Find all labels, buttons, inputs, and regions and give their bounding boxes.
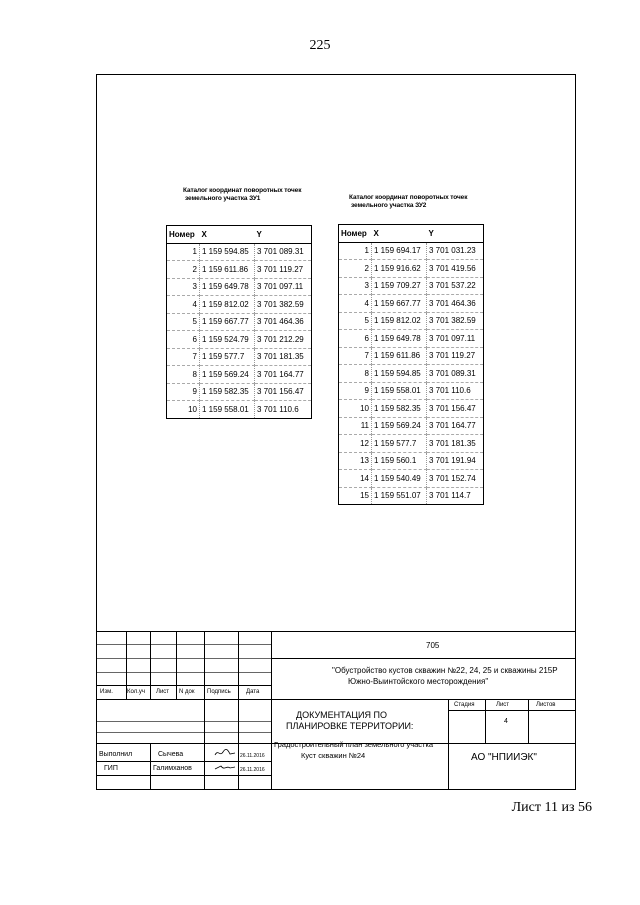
stage-label: Стадия [454, 702, 475, 708]
table-row [167, 296, 312, 314]
catalog1-title-line2: земельного участка ЗУ1 [185, 195, 261, 202]
table-row [339, 400, 484, 418]
table-cell: 3 701 097.11 [427, 330, 484, 348]
col-kol: Кол.уч [127, 689, 145, 695]
column-header: X [200, 226, 255, 244]
doc-title-line1: ДОКУМЕНТАЦИЯ ПО [296, 710, 387, 720]
table-row [339, 295, 484, 313]
doc-title-line2: ПЛАНИРОВКЕ ТЕРРИТОРИИ: [286, 721, 414, 731]
table-row [339, 312, 484, 330]
table-cell: 3 701 031.23 [427, 242, 484, 260]
column-header: Номер [167, 226, 200, 244]
table-cell: 10 [339, 400, 372, 418]
table-cell: 1 159 611.86 [372, 347, 427, 365]
table-row [339, 487, 484, 505]
table-cell: 3 701 089.31 [427, 365, 484, 383]
table-cell: 3 701 119.27 [427, 347, 484, 365]
date-gip: 26.11.2016 [240, 767, 265, 773]
table-cell: 3 [339, 277, 372, 295]
col-izm: Изм. [100, 689, 113, 695]
table-cell: 3 701 212.29 [255, 331, 312, 349]
table-cell: 11 [339, 417, 372, 435]
table-cell: 1 159 577.7 [200, 348, 255, 366]
table-cell: 15 [339, 487, 372, 505]
stamp-code: 705 [426, 641, 440, 650]
table-cell: 3 701 181.35 [427, 435, 484, 453]
table-cell: 1 159 540.49 [372, 470, 427, 488]
table-row [339, 435, 484, 453]
table-cell: 4 [167, 296, 200, 314]
catalog2-table [338, 224, 484, 505]
table-cell: 3 701 537.22 [427, 277, 484, 295]
table-cell: 5 [167, 313, 200, 331]
table-cell: 3 701 382.59 [427, 312, 484, 330]
sheets-label: Листов [536, 702, 556, 708]
role-gip: ГИП [104, 765, 118, 772]
table-row [339, 330, 484, 348]
table-cell: 8 [167, 366, 200, 384]
column-header: Номер [339, 225, 372, 243]
table-cell: 4 [339, 295, 372, 313]
table-cell: 2 [167, 261, 200, 279]
company-name: АО "НПИИЭК" [471, 752, 537, 763]
table-cell: 3 701 110.6 [255, 401, 312, 419]
table-cell: 3 701 156.47 [427, 400, 484, 418]
table-cell: 1 159 709.27 [372, 277, 427, 295]
table-cell: 6 [167, 331, 200, 349]
table-cell: 3 701 382.59 [255, 296, 312, 314]
table-cell: 3 701 464.36 [427, 295, 484, 313]
table-row [339, 470, 484, 488]
col-podpis: Подпись [207, 689, 231, 695]
table-cell: 7 [339, 347, 372, 365]
catalog2-title-line2: земельного участка ЗУ2 [351, 202, 427, 209]
table-row [167, 348, 312, 366]
table-cell: 14 [339, 470, 372, 488]
table-cell: 3 701 156.47 [255, 383, 312, 401]
table-cell: 1 159 916.62 [372, 260, 427, 278]
sheet-value: 4 [504, 718, 508, 725]
col-ndok: N док [179, 689, 195, 695]
table-row [167, 383, 312, 401]
table-cell: 6 [339, 330, 372, 348]
column-header: Y [427, 225, 484, 243]
table-cell: 9 [167, 383, 200, 401]
table-cell: 1 [339, 242, 372, 260]
table-cell: 1 159 582.35 [372, 400, 427, 418]
catalog2-title-line1: Каталог координат поворотных точек [349, 194, 468, 201]
table-cell: 1 159 649.78 [200, 278, 255, 296]
table-cell: 3 701 419.56 [427, 260, 484, 278]
table-cell: 10 [167, 401, 200, 419]
table-cell: 1 159 524.79 [200, 331, 255, 349]
drawing-line1: Градостроительный план земельного участка [274, 740, 434, 749]
table-cell: 1 159 611.86 [200, 261, 255, 279]
column-header: X [372, 225, 427, 243]
table-row [339, 417, 484, 435]
table-cell: 3 701 097.11 [255, 278, 312, 296]
table-cell: 1 159 551.07 [372, 487, 427, 505]
table-row [167, 313, 312, 331]
sheet-footer: Лист 11 из 56 [511, 800, 592, 815]
table-cell: 1 159 594.85 [372, 365, 427, 383]
col-data: Дата [246, 689, 260, 695]
table-cell: 1 159 812.02 [200, 296, 255, 314]
table-row [339, 347, 484, 365]
table-header-row [339, 225, 484, 243]
table-row [339, 452, 484, 470]
table-cell: 3 701 181.35 [255, 348, 312, 366]
table-cell: 1 159 577.7 [372, 435, 427, 453]
table-row [167, 366, 312, 384]
table-cell: 1 159 582.35 [200, 383, 255, 401]
table-cell: 3 701 114.7 [427, 487, 484, 505]
table-cell: 3 701 152.74 [427, 470, 484, 488]
page-number: 225 [309, 38, 331, 53]
table-cell: 7 [167, 348, 200, 366]
table-row [339, 277, 484, 295]
table-cell: 3 [167, 278, 200, 296]
table-cell: 3 701 110.6 [427, 382, 484, 400]
catalog1-title-line1: Каталог координат поворотных точек [183, 187, 302, 194]
table-cell: 9 [339, 382, 372, 400]
table-row [167, 278, 312, 296]
table-cell: 3 701 164.77 [427, 417, 484, 435]
table-row [167, 401, 312, 419]
col-list: Лист [156, 689, 170, 695]
table-cell: 3 701 164.77 [255, 366, 312, 384]
drawing-line2: Куст скважин №24 [301, 751, 366, 760]
table-cell: 3 701 119.27 [255, 261, 312, 279]
catalog1-table [166, 225, 312, 419]
table-cell: 1 159 649.78 [372, 330, 427, 348]
table-cell: 1 [167, 243, 200, 261]
table-header-row [167, 226, 312, 244]
table-row [339, 260, 484, 278]
table-cell: 12 [339, 435, 372, 453]
signature-gip [214, 763, 236, 775]
table-row [167, 331, 312, 349]
table-cell: 1 159 694.17 [372, 242, 427, 260]
sheet-label: Лист [496, 702, 510, 708]
table-cell: 5 [339, 312, 372, 330]
role-performer: Выполнил [99, 751, 133, 758]
table-cell: 1 159 594.85 [200, 243, 255, 261]
table-cell: 3 701 464.36 [255, 313, 312, 331]
table-cell: 13 [339, 452, 372, 470]
project-line2: Южно-Выинтойского месторождения" [348, 677, 489, 686]
table-cell: 1 159 569.24 [200, 366, 255, 384]
table-cell: 1 159 569.24 [372, 417, 427, 435]
table-cell: 1 159 667.77 [200, 313, 255, 331]
table-row [339, 365, 484, 383]
table-cell: 8 [339, 365, 372, 383]
title-block [96, 631, 576, 790]
table-row [339, 242, 484, 260]
table-cell: 3 701 089.31 [255, 243, 312, 261]
name-performer: Сычева [158, 751, 184, 758]
date-performer: 26.11.2016 [240, 753, 265, 759]
table-row [339, 382, 484, 400]
table-row [167, 261, 312, 279]
project-line1: "Обустройство кустов скважин №22, 24, 25 и скважины 215Р [332, 666, 558, 675]
name-gip: Галимханов [153, 765, 192, 772]
catalog1-title [183, 187, 301, 203]
table-cell: 1 159 812.02 [372, 312, 427, 330]
catalog2-title [349, 194, 467, 210]
column-header: Y [255, 226, 312, 244]
table-row [167, 243, 312, 261]
table-cell: 1 159 558.01 [372, 382, 427, 400]
table-cell: 1 159 560.1 [372, 452, 427, 470]
signature-performer [214, 748, 236, 760]
table-cell: 1 159 558.01 [200, 401, 255, 419]
table-cell: 1 159 667.77 [372, 295, 427, 313]
table-cell: 3 701 191.94 [427, 452, 484, 470]
table-cell: 2 [339, 260, 372, 278]
